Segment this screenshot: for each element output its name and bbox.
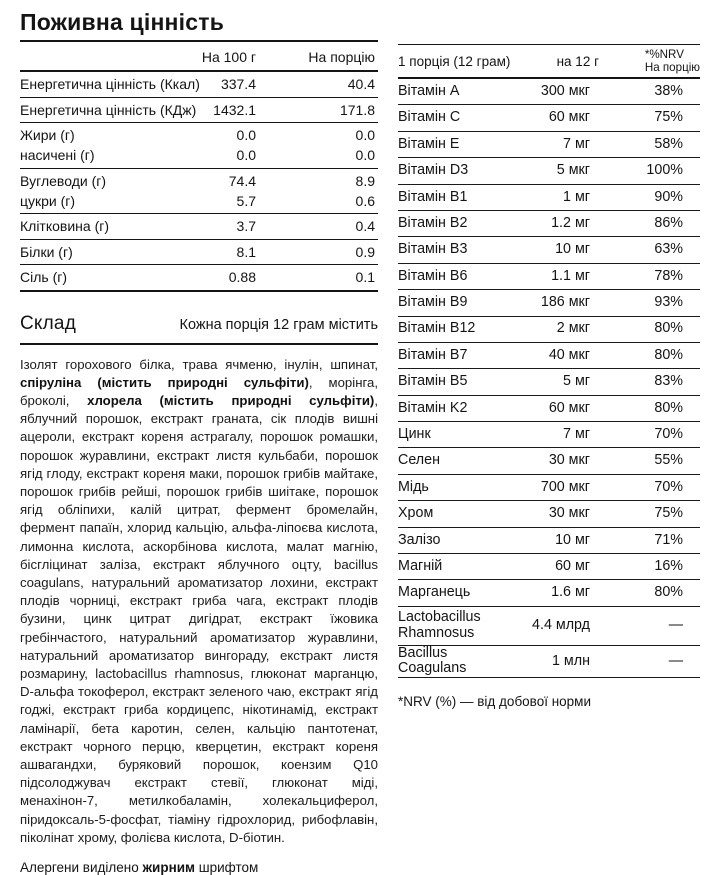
nrv-footnote: *NRV (%) — від добової норми — [398, 693, 592, 709]
table-row — [398, 422, 700, 448]
nutrient-label: Енергетична цінність (КДж) — [20, 101, 197, 118]
nutrient-per-100g: 0.88 — [228, 269, 256, 285]
nutrient-nrv: 100% — [646, 162, 683, 179]
nutrient-name: Вітамін C — [398, 109, 461, 126]
ingredients-segment: , морінга, броколі, — [20, 374, 378, 408]
nutrient-name: Вітамін B5 — [398, 373, 468, 390]
ingredients-header — [20, 313, 378, 345]
col-header-per-portion: На порцію — [308, 49, 375, 65]
table-row — [398, 185, 700, 211]
nutrient-name: Вітамін B6 — [398, 267, 468, 284]
table-row — [398, 475, 700, 501]
allergen-note-bold: жирним — [142, 859, 196, 875]
nutrient-nrv: 93% — [654, 294, 683, 311]
nutrient-nrv: 90% — [654, 188, 683, 205]
col-header-amount: на 12 г — [556, 53, 599, 69]
nutrient-per-100g: 0.0 — [236, 147, 256, 163]
nutrient-per-100g: 5.7 — [236, 192, 256, 209]
nutrient-per-100g: 1432.1 — [213, 101, 256, 118]
nutrient-per-100g: 74.4 — [228, 172, 256, 189]
nutrient-amount: 30 мкг — [548, 452, 590, 469]
col-header-portion: 1 порція (12 грам) — [398, 53, 511, 69]
table-row — [398, 158, 700, 184]
nutrient-name: Вітамін B7 — [398, 346, 468, 363]
table-row — [398, 132, 700, 158]
nutrient-amount: 10 мг — [555, 531, 590, 548]
nrv-header-line2: На порцію — [644, 61, 700, 74]
nutrient-amount: 5 мкг — [556, 162, 590, 179]
nutrient-nrv: 55% — [654, 452, 683, 469]
nutrient-nrv: 83% — [654, 373, 683, 390]
nutrient-amount: 7 мг — [563, 135, 590, 152]
nutrient-amount: 60 мкг — [548, 109, 590, 126]
nutrient-amount: 300 мкг — [540, 82, 590, 99]
nutrient-label: Клітковина (г) — [20, 218, 110, 234]
nutrient-amount: 1.6 мг — [551, 584, 590, 601]
ingredients-text — [20, 356, 378, 847]
nutrient-name: Марганець — [398, 584, 471, 601]
nutrition-table — [20, 42, 378, 292]
nutrient-name: Хром — [398, 505, 434, 522]
nutrient-label: Жири (г) — [20, 127, 75, 143]
nutrient-per-100g: 3.7 — [236, 218, 256, 234]
table-row — [398, 369, 700, 395]
nutrient-label: Енергетична цінність (Ккал) — [20, 76, 200, 92]
nutrition-facts-column — [20, 9, 378, 875]
nutrient-name: Lactobacillus Rhamnosus — [398, 609, 481, 641]
nutrient-amount: 60 мг — [555, 557, 590, 574]
ingredients-allergen-segment: спіруліна (містить природні сульфіти) — [20, 374, 309, 390]
ingredients-allergen-segment: хлорела (містить природні сульфіти) — [87, 392, 375, 408]
nutrient-per-portion: 0.1 — [355, 269, 375, 285]
nutrient-nrv: 80% — [654, 320, 683, 337]
table-row — [398, 105, 700, 131]
table-row — [20, 143, 378, 169]
table-row — [20, 240, 378, 266]
table-row — [398, 646, 700, 678]
nutrient-nrv: 75% — [654, 505, 683, 522]
vitamins-table — [398, 44, 700, 678]
nutrient-name: Вітамін B2 — [398, 214, 468, 231]
nutrient-label: Вуглеводи (г) — [20, 172, 107, 189]
nutrient-name: Bacillus Coagulans — [398, 644, 467, 677]
nutrient-per-100g: 337.4 — [220, 76, 256, 92]
nutrient-nrv: 38% — [654, 82, 683, 99]
nutrient-amount: 30 мкг — [548, 505, 590, 522]
table-row — [398, 396, 700, 422]
table-row — [20, 169, 378, 189]
nutrient-amount: 186 мкг — [540, 294, 590, 311]
table-row — [398, 264, 700, 290]
nutrient-nrv: — — [668, 652, 683, 669]
nutrient-per-portion: 40.4 — [347, 76, 375, 92]
nutrient-label: цукри (г) — [20, 192, 76, 209]
nutrient-name: Вітамін K2 — [398, 399, 468, 416]
nutrient-name: Вітамін E — [398, 135, 460, 152]
nutrient-nrv: 80% — [654, 584, 683, 601]
table-row — [20, 123, 378, 143]
ingredients-segment: Ізолят горохового білка, трава ячменю, інулін, шпинат, — [20, 356, 378, 372]
nutrient-nrv: 78% — [654, 267, 683, 284]
nutrient-amount: 10 мг — [555, 241, 590, 258]
table-row — [20, 265, 378, 292]
col-header-per-100g: На 100 г — [201, 49, 256, 65]
table-row — [398, 317, 700, 343]
vitamins-column — [398, 44, 700, 875]
nutrient-amount: 1.1 мг — [551, 267, 590, 284]
table-row — [20, 72, 378, 98]
nutrient-nrv: 70% — [654, 426, 683, 443]
nutrient-nrv: 70% — [654, 478, 683, 495]
allergen-note-text: шрифтом — [195, 859, 259, 875]
nutrient-name: Мідь — [398, 478, 429, 495]
table-row — [398, 554, 700, 580]
table-row — [398, 448, 700, 474]
nutrient-amount: 1.2 мг — [551, 214, 590, 231]
table-row — [398, 79, 700, 105]
nutrient-amount: 700 мкг — [540, 478, 590, 495]
nutrient-name: Вітамін B1 — [398, 188, 468, 205]
nutrient-per-portion: 8.9 — [355, 172, 375, 189]
nutrient-per-100g: 0.0 — [236, 127, 256, 143]
nutrient-name: Вітамін B9 — [398, 294, 468, 311]
nutrient-name: Цинк — [398, 426, 431, 443]
table-row — [398, 343, 700, 369]
page-title: Поживна цінність — [20, 9, 378, 42]
nutrient-per-portion: 0.4 — [355, 218, 375, 234]
nutrient-per-portion: 0.0 — [355, 127, 375, 143]
nutrient-amount: 60 мкг — [548, 399, 590, 416]
allergen-note — [20, 860, 378, 875]
nutrient-label: Сіль (г) — [20, 269, 68, 285]
nutrient-nrv: 75% — [654, 109, 683, 126]
nutrient-amount: 5 мг — [563, 373, 590, 390]
nutrient-per-100g: 8.1 — [236, 243, 256, 260]
nutrition-table-header — [20, 42, 378, 72]
nutrient-amount: 2 мкг — [556, 320, 590, 337]
allergen-note-text: Алергени виділено — [20, 859, 143, 875]
nutrient-nrv: 58% — [654, 135, 683, 152]
nutrient-name: Залізо — [398, 531, 441, 548]
nutrient-name: Вітамін A — [398, 82, 460, 99]
nutrient-label: насичені (г) — [20, 147, 95, 163]
nutrient-amount: 1 млн — [552, 652, 590, 669]
nutrient-nrv: 86% — [654, 214, 683, 231]
nutrient-label: Білки (г) — [20, 243, 73, 260]
nutrient-name: Вітамін B12 — [398, 320, 476, 337]
table-row — [398, 501, 700, 527]
nutrient-amount: 1 мг — [563, 188, 590, 205]
ingredients-heading: Склад — [20, 312, 76, 334]
nutrient-per-portion: 0.9 — [355, 243, 375, 260]
table-row — [398, 290, 700, 316]
nutrient-nrv: 16% — [654, 557, 683, 574]
nutrient-name: Магній — [398, 557, 443, 574]
nutrient-name: Селен — [398, 452, 440, 469]
nutrient-nrv: 80% — [654, 399, 683, 416]
nutrient-name: Вітамін D3 — [398, 162, 469, 179]
table-row — [398, 580, 700, 606]
ingredients-subheading: Кожна порція 12 грам містить — [179, 316, 378, 333]
ingredients-segment: , яблучний порошок, екстракт граната, сік плодів вишні ацероли, екстракт кореня астрагалу, порошок ромашки, порошок журавлини, екстракт листя кульбаби, порошок ягід глоду, екстракт кореня маки, порошок грибів майтаке, порошок грибів рейші, порошок грибів шиітаке, порошок ягід обліпихи, калій цитрат, фермент бромелайн, фермент папаїн, хлорид кальцію, альфа-ліпоєва кислота, лимонна кислота, аскорбінова кислота, малат магнію, бісгліцинат заліза, екстракт яблучного оцту, bacillus coagulans, натуральний ароматизатор лохини, екстракт плодів чорниці, екстракт гриба чага, екстракт плодів бузини, цинк цитрат дигідрат, екстракт їжовика гребінчастого, натуральний ароматизатор журавлини, натуральний ароматизатор вингораду, екстракт листя розмарину, lactobacillus rhamnosus, глюконат марганцю, D-альфа токоферол, екстракт зеленого чаю, екстракт ягід годжі, екстракт гриба кордицепс, нікотинамід, екстракт ламінарії, бета каротин, селен, кальцію пантотенат, екстракт чорного перцю, кверцетин, екстракт кореня ашвагандхи, буряковий порошок, коензим Q10 підсолоджувач екстракт стевії, глюконат міді, менахінон-7, метилкобаламін, холекальциферол, піридоксаль-5-фосфат, тіаміну гідрохлорид, рибофлавін, піколінат хрому, фолієва кислота, D-біотин. — [20, 392, 378, 845]
nutrient-nrv: 63% — [654, 241, 683, 258]
table-row — [398, 237, 700, 263]
nrv-header-line1: *%NRV — [644, 48, 684, 61]
nutrient-per-portion: 0.0 — [355, 147, 375, 163]
table-row — [398, 528, 700, 554]
table-row — [398, 211, 700, 237]
nutrient-per-portion: 171.8 — [339, 101, 375, 118]
nutrient-nrv: 80% — [654, 346, 683, 363]
nutrient-amount: 4.4 млрд — [532, 617, 590, 634]
nutrient-amount: 40 мкг — [548, 346, 590, 363]
vitamins-table-header — [398, 45, 700, 79]
table-row — [20, 189, 378, 215]
nutrient-per-portion: 0.6 — [355, 192, 375, 209]
table-row — [20, 98, 378, 124]
col-header-nrv — [604, 48, 700, 74]
table-row — [398, 607, 700, 646]
nutrient-nrv: 71% — [654, 531, 683, 548]
table-row — [20, 214, 378, 240]
nutrient-name: Вітамін B3 — [398, 241, 468, 258]
nutrient-nrv: — — [668, 617, 683, 634]
nutrient-amount: 7 мг — [563, 426, 590, 443]
